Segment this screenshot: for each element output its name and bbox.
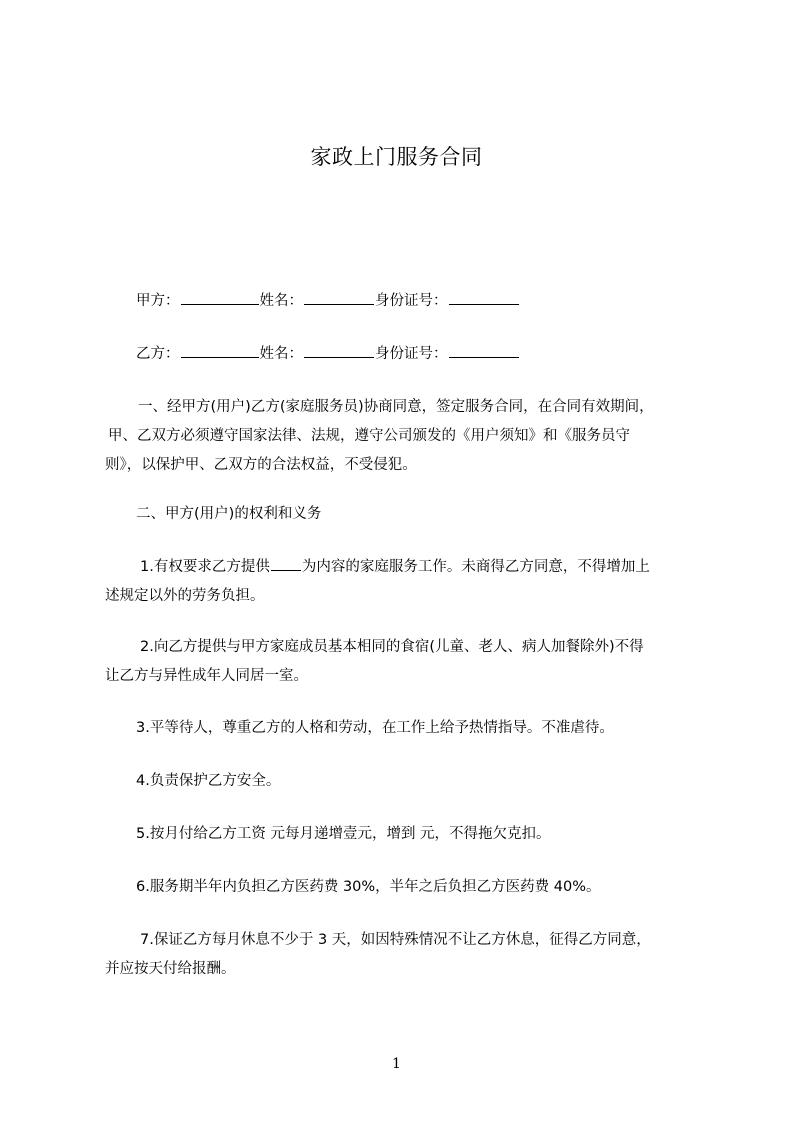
- item-2-paragraph: [105, 633, 705, 691]
- party-a-name-label: 姓名：: [259, 293, 303, 309]
- party-b-line: [136, 340, 736, 369]
- party-b-name-label: 姓名：: [259, 346, 303, 362]
- party-a-id-label: 身份证号：: [375, 293, 448, 309]
- item-7-line-2: 并应按天付给报酬。: [105, 961, 236, 977]
- item-3: 3.平等待人，尊重乙方的人格和劳动，在工作上给予热情指导。不准虐待。: [136, 720, 614, 736]
- party-a-id-blank[interactable]: [449, 289, 519, 305]
- item-6: 6.服务期半年内负担乙方医药费 30%，半年之后负担乙方医药费 40%。: [136, 879, 601, 895]
- section-1-line-2: 甲、乙双方必须遵守国家法律、法规，遵守公司颁发的《用户须知》和《服务员守: [108, 428, 630, 444]
- party-a-line: [136, 287, 736, 316]
- party-a-label: 甲方：: [136, 293, 180, 309]
- item-1-line-2: 述规定以外的劳务负担。: [105, 588, 265, 604]
- party-b-blank[interactable]: [181, 342, 259, 358]
- item-4: 4.负责保护乙方安全。: [136, 773, 281, 789]
- party-b-name-blank[interactable]: [304, 342, 374, 358]
- section-1-line-1: 一、经甲方(用户)乙方(家庭服务员)协商同意，签定服务合同，在合同有效期间，: [138, 399, 654, 415]
- document-title: 家政上门服务合同: [310, 145, 483, 169]
- page-number: 1: [392, 1056, 401, 1072]
- party-b-id-label: 身份证号：: [375, 346, 448, 362]
- item-7-line-1: 7.保证乙方每月休息不少于 3 天，如因特殊情况不让乙方休息，征得乙方同意，: [140, 932, 651, 948]
- section-1-line-3: 则》，以保护甲、乙双方的合法权益，不受侵犯。: [105, 457, 417, 473]
- item-1-paragraph: [105, 553, 705, 611]
- item-5: 5.按月付给乙方工资 元每月递增壹元，增到 元，不得拖欠克扣。: [136, 826, 551, 842]
- section-2-heading: 二、甲方(用户)的权利和义务: [136, 506, 322, 522]
- item-1-line-1: [105, 553, 705, 582]
- item-1-prefix: 1.有权要求乙方提供: [140, 559, 270, 575]
- item-2-line-1: 2.向乙方提供与甲方家庭成员基本相同的食宿(儿童、老人、病人加餐除外)不得: [140, 639, 644, 655]
- section-1-paragraph: [105, 393, 705, 480]
- item-1-content-blank[interactable]: [271, 555, 301, 571]
- item-1-suffix: 为内容的家庭服务工作。未商得乙方同意，不得增加上: [301, 559, 650, 575]
- party-a-blank[interactable]: [181, 289, 259, 305]
- party-b-label: 乙方：: [136, 346, 180, 362]
- party-a-name-blank[interactable]: [304, 289, 374, 305]
- party-b-id-blank[interactable]: [449, 342, 519, 358]
- item-2-line-2: 让乙方与异性成年人同居一室。: [105, 668, 308, 684]
- item-7-paragraph: [105, 926, 705, 984]
